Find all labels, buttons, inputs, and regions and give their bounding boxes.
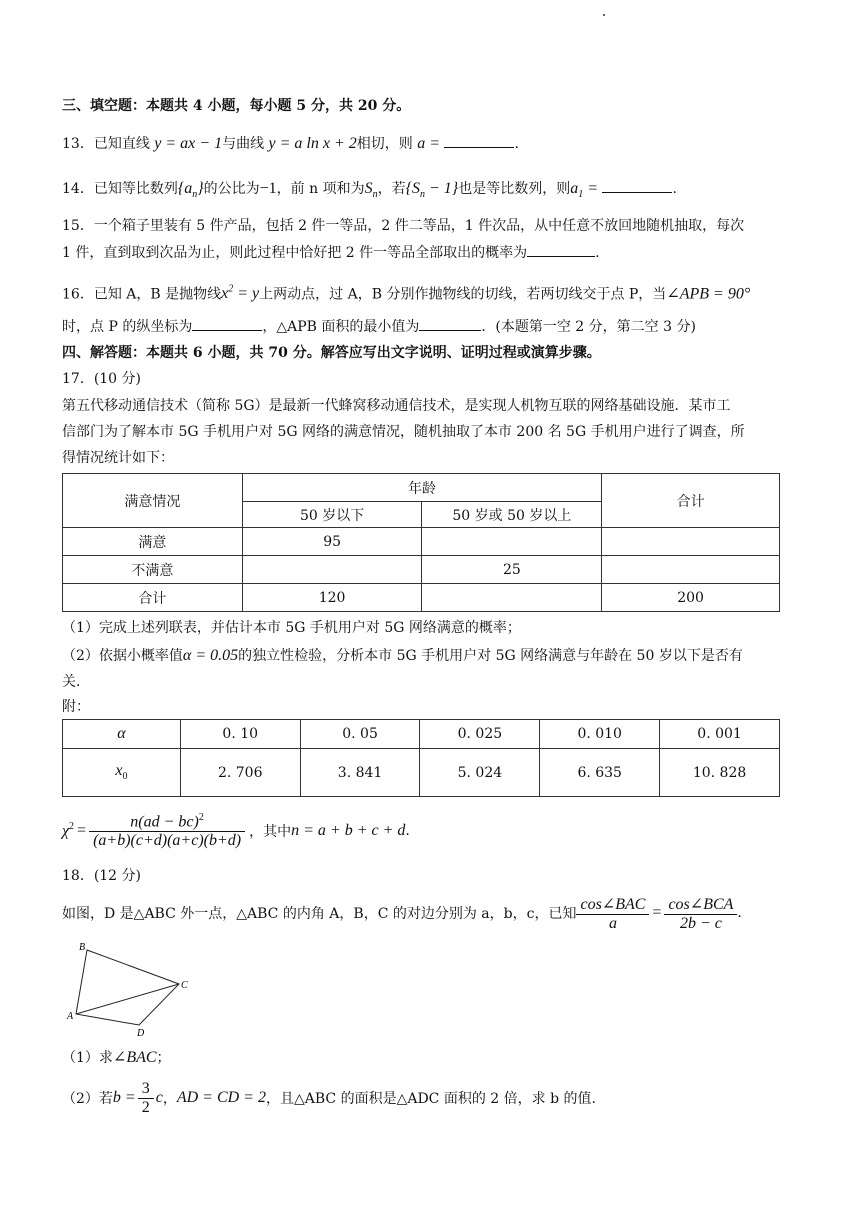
row-label: 合计 (63, 584, 243, 612)
triangle-figure (64, 938, 204, 1038)
q14-text4: ，若 (377, 181, 406, 197)
q14-text1: 已知等比数列 (93, 181, 178, 197)
q17-appendix-label: 附： (62, 699, 90, 715)
q18-lengths: AD = CD = 2 (176, 1089, 266, 1106)
question-15-line2: 1 件，直到取到次品为止，则此过程中恰好把 2 件一等品全部取出的概率为 . (62, 242, 798, 263)
question-15-line1: 15．一个箱子里装有 5 件产品，包括 2 件一等品，2 件二等品，1 件次品，从中任意不放回地随机抽取，每次 (62, 218, 745, 234)
q14-sum: $S_n$ (364, 180, 378, 201)
q13-end: . (514, 136, 519, 152)
table-row (63, 584, 780, 612)
q13-curve-equation: y = a ln x + 2 (268, 135, 357, 152)
row-label: 不满意 (63, 556, 243, 584)
q14-answer-prefix: $a_1$ = (570, 180, 598, 201)
q18-number: 18．(12 分) (62, 868, 142, 884)
q17-part2-end: 关． (62, 674, 90, 690)
formula-numerator: n(ad − bc)$^2$ (89, 812, 245, 832)
formula-equals: = (77, 822, 87, 839)
question-16-line2: 时，点 P 的纵坐标为 ，△APB 面积的最小值为 ．(本题第一空 2 分，第二空 3 分) (62, 316, 798, 337)
q18-part1: （1）求∠BAC； (62, 1049, 171, 1066)
q13-text1: 已知直线 (93, 136, 150, 152)
table-cell: 0. 10 (180, 720, 300, 749)
label-A: A (67, 1011, 74, 1022)
q16-angle: ∠APB = 90° (666, 285, 751, 303)
table-cell (602, 528, 780, 556)
label-B: B (79, 942, 86, 953)
formula-tail-text: ，其中 (249, 824, 292, 840)
q17-number: 17．(10 分) (62, 371, 142, 387)
table-cell: 0. 010 (540, 720, 660, 749)
q17-alpha-value: α = 0.05 (182, 647, 239, 664)
q14-ratio: −1 (259, 180, 277, 197)
contingency-table (62, 473, 780, 612)
alpha-header: α (63, 720, 181, 749)
q14-number: 14． (62, 181, 94, 197)
row-label: 满意 (63, 528, 243, 556)
chi-square-formula (62, 804, 410, 858)
table-cell: 0. 025 (420, 720, 540, 749)
formula-denominator: (a+b)(c+d)(a+c)(b+d) (93, 832, 242, 850)
table-cell: 6. 635 (540, 749, 660, 797)
q14-sum-sequence: $\{S_n - 1\}$ (405, 180, 459, 201)
segment-ac (76, 984, 179, 1014)
table-cell: 120 (242, 584, 422, 612)
x0-header: $x_0$ (63, 749, 181, 797)
q16-parabola: $x^2 = y$ (221, 284, 260, 303)
table-cell (242, 556, 422, 584)
formula-tail-math: n = a + b + c + d (291, 822, 406, 839)
q18-part2: （2）若 b = $\frac{3}{2}$ c ， AD = CD = 2 ，且△ABC 的面积是△ADC 面积的 2 倍，求 b 的值. (62, 1079, 596, 1116)
label-D: D (137, 1028, 145, 1038)
table-cell: 25 (422, 556, 602, 584)
q13-text3: 相切，则 (356, 136, 413, 152)
q16-answer-blank-2[interactable] (419, 316, 481, 331)
table-cell: 200 (602, 584, 780, 612)
table-cell: 0. 001 (660, 720, 780, 749)
q18-angle: ∠BAC (112, 1049, 157, 1066)
q17-part1: （1）完成上述列联表，并估计本市 5G 手机用户对 5G 网络满意的概率； (62, 620, 521, 636)
page-marker-dot (603, 14, 605, 16)
q13-line-equation: y = ax − 1 (154, 135, 223, 152)
table-cell: 10. 828 (660, 749, 780, 797)
table-row (63, 749, 780, 797)
table-cell (422, 584, 602, 612)
table-cell: 95 (242, 528, 422, 556)
q13-number: 13． (62, 136, 94, 152)
table-row (63, 528, 780, 556)
header-under-50: 50 岁以下 (242, 502, 422, 528)
q17-intro-line1: 第五代移动通信技术（简称 5G）是最新一代蜂窝移动通信技术，是实现人机物互联的网络基础设施．某市工 (62, 398, 731, 414)
q18-fraction-right: $\frac{\text{cos∠BCA}}{2b - c}$ (664, 894, 737, 933)
quadrilateral-abdc (76, 950, 179, 1025)
q14-answer-blank[interactable] (602, 178, 672, 193)
formula-end: . (405, 823, 410, 839)
q13-answer-prefix: a = (417, 135, 441, 152)
table-cell: 5. 024 (420, 749, 540, 797)
table-cell: 0. 05 (300, 720, 420, 749)
q14-end: . (672, 181, 677, 197)
q18-three-halves: $\frac{3}{2}$ (138, 1080, 154, 1117)
question-14 (62, 178, 798, 205)
label-C: C (181, 980, 188, 991)
q15-answer-blank[interactable] (527, 242, 595, 257)
table-cell (602, 556, 780, 584)
q16-answer-blank-1[interactable] (192, 316, 262, 331)
table-cell: 3. 841 (300, 749, 420, 797)
formula-lhs: $\chi^2$ (62, 821, 75, 840)
q14-sequence: $\{a_n\}$ (177, 180, 204, 201)
question-13 (62, 133, 798, 154)
table-row (63, 556, 780, 584)
header-50-and-over: 50 岁或 50 岁以上 (422, 502, 602, 528)
q14-text5: 也是等比数列，则 (458, 181, 571, 197)
q13-text2: 与曲线 (222, 136, 265, 152)
q14-text2: 的公比为 (203, 181, 260, 197)
q18-intro: 如图，D 是△ABC 外一点，△ABC 的内角 A，B，C 的对边分别为 a，b，c，已知 $\frac{\text{cos∠BAC}}{a}$ = $\frac{\text{cos∠BCA}}{2b - c}$ . (62, 895, 742, 932)
section3-heading: 三、填空题：本题共 4 小题，每小题 5 分，共 20 分。 (62, 98, 411, 114)
q17-intro-line2: 信部门为了解本市 5G 手机用户对 5G 网络的满意情况，随机抽取了本市 200 名 5G 手机用户进行了调查，所 (62, 424, 745, 440)
question-16-line1: 16．已知 A，B 是抛物线$x^2 = y$上两动点，过 A，B 分别作抛物线的切线，若两切线交于点 P，当∠APB = 90° (62, 284, 751, 303)
critical-value-table (62, 719, 780, 797)
table-cell: 2. 706 (180, 749, 300, 797)
q13-answer-blank[interactable] (444, 133, 514, 148)
header-satisfaction: 满意情况 (63, 474, 243, 528)
formula-fraction (89, 812, 245, 850)
header-total: 合计 (602, 474, 780, 528)
section4-heading: 四、解答题：本题共 6 小题，共 70 分。解答应写出文字说明、证明过程或演算步骤。 (62, 345, 601, 361)
header-age: 年龄 (242, 474, 601, 502)
q18-fraction-left: $\frac{\text{cos∠BAC}}{a}$ (576, 894, 649, 933)
q17-part2: （2）依据小概率值α = 0.05的独立性检验，分析本市 5G 手机用户对 5G 网络满意与年龄在 50 岁以下是否有 (62, 647, 743, 664)
table-row (63, 720, 780, 749)
q14-text3: ，前 n 项和为 (276, 181, 365, 197)
q17-intro-line3: 得情况统计如下： (62, 450, 174, 466)
table-cell (422, 528, 602, 556)
